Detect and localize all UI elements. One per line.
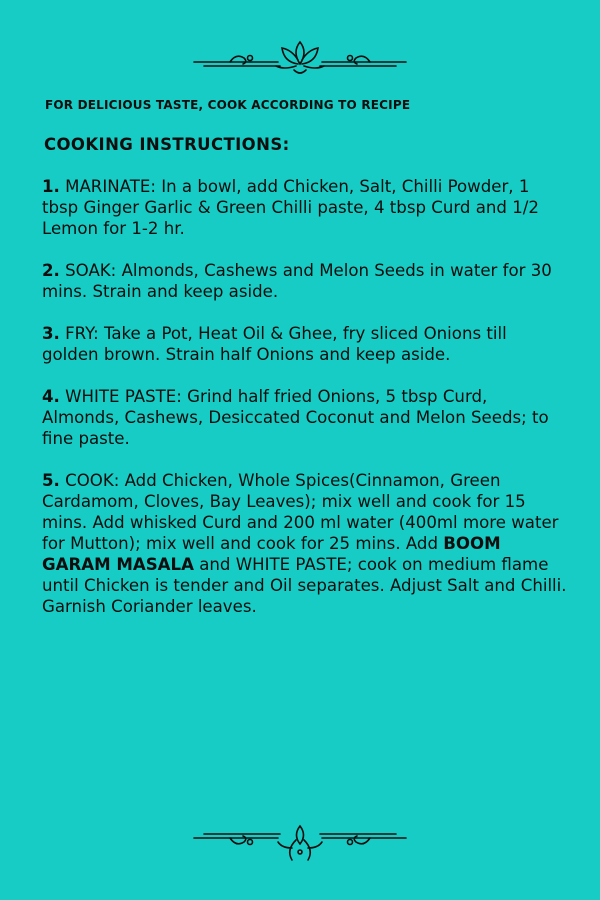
step-marinate [42,176,567,239]
step-label: COOK: [65,471,120,490]
step-label: FRY: [65,324,99,343]
step-text: In a bowl, add Chicken, Salt, Chilli Powder, 1 tbsp Ginger Garlic & Green Chilli paste, 4 tbsp Curd and 1/2 Lemon for 1-2 hr. [42,177,539,238]
product-name-highlight: BOOM GARAM MASALA [42,534,501,574]
step-cook [42,470,567,617]
instruction-list [42,176,567,638]
step-label: SOAK: [65,261,117,280]
step-text: Take a Pot, Heat Oil & Ghee, fry sliced Onions till golden brown. Strain half Onions and keep aside. [42,324,507,364]
step-fry [42,323,567,365]
step-number: 5. [42,471,60,490]
recipe-tagline: FOR DELICIOUS TASTE, COOK ACCORDING TO RECIPE [45,98,411,112]
step-label: WHITE PASTE: [65,387,182,406]
floral-divider-icon [190,34,410,78]
step-text: Add Chicken, Whole Spices(Cinnamon, Green Cardamom, Cloves, Bay Leaves); mix well and cook for 15 mins. Add whisked Curd and 200 ml water (400ml more water for Mutton); mix well and cook for 25 mins. Add [42,471,559,553]
step-soak [42,260,567,302]
floral-divider-icon [190,822,410,866]
step-label: MARINATE: [65,177,156,196]
step-white-paste [42,386,567,449]
page-title: COOKING INSTRUCTIONS: [44,135,290,154]
step-number: 2. [42,261,60,280]
step-text-continued: and WHITE PASTE; cook on medium flame until Chicken is tender and Oil separates. Adjust Salt and Chilli. Garnish Coriander leaves. [42,555,567,616]
step-number: 3. [42,324,60,343]
step-text: Grind half fried Onions, 5 tbsp Curd, Almonds, Cashews, Desiccated Coconut and Melon Seeds; to fine paste. [42,387,549,448]
step-text: Almonds, Cashews and Melon Seeds in water for 30 mins. Strain and keep aside. [42,261,552,301]
step-number: 4. [42,387,60,406]
step-number: 1. [42,177,60,196]
